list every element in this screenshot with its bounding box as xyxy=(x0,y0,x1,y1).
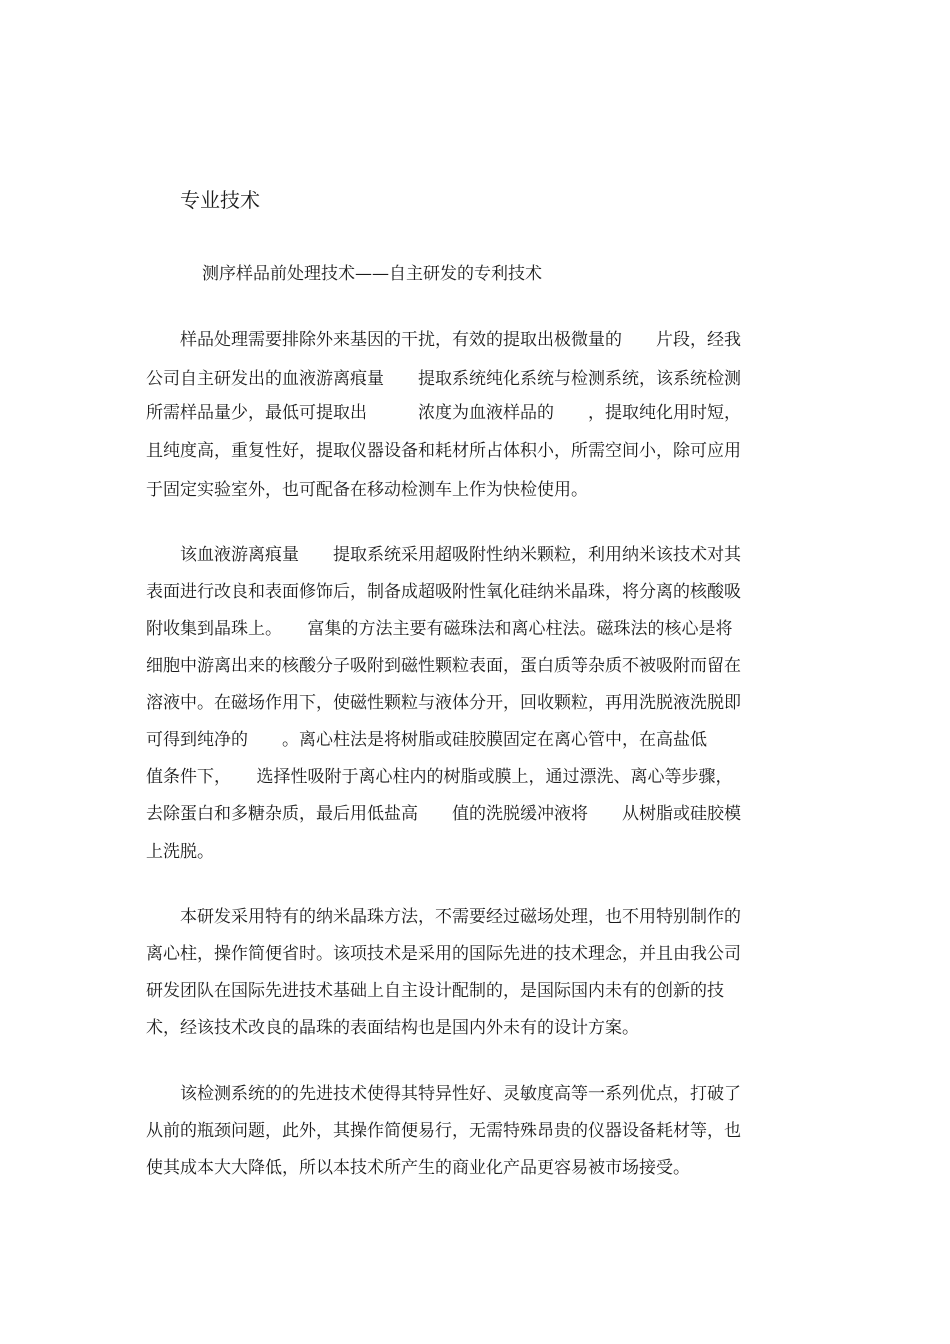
body-text-line: 溶液中。在磁场作用下，使磁性颗粒与液体分开，回收颗粒，再用洗脱液洗脱即 xyxy=(146,693,741,713)
body-text-line: 细胞中游离出来的核酸分子吸附到磁性颗粒表面，蛋白质等杂质不被吸附而留在 xyxy=(146,656,741,676)
body-text-line: 术，经该技术改良的晶珠的表面结构也是国内外未有的设计方案。 xyxy=(146,1018,639,1038)
body-text-line: 该检测系统的的先进技术使得其特异性好、灵敏度高等一系列优点，打破了 xyxy=(146,1084,741,1104)
body-text-line: 使其成本大大降低，所以本技术所产生的商业化产品更容易被市场接受。 xyxy=(146,1158,690,1178)
body-text-line: 于固定实验室外，也可配备在移动检测车上作为快检使用。 xyxy=(146,480,588,500)
body-text-line: 上洗脱。 xyxy=(146,842,214,862)
body-text-line: 样品处理需要排除外来基因的干扰，有效的提取出极微量的 片段，经我 xyxy=(146,330,741,350)
body-text-line: 该血液游离痕量 提取系统采用超吸附性纳米颗粒，利用纳米该技术对其 xyxy=(146,545,741,565)
body-text-line: 附收集到晶珠上。 富集的方法主要有磁珠法和离心柱法。磁珠法的核心是将 xyxy=(146,619,733,639)
body-text-line: 去除蛋白和多糖杂质，最后用低盐高 值的洗脱缓冲液将 从树脂或硅胶模 xyxy=(146,804,741,824)
body-text-line: 公司自主研发出的血液游离痕量 提取系统纯化系统与检测系统，该系统检测 xyxy=(146,369,741,389)
body-text-line: 可得到纯净的 。离心柱法是将树脂或硅胶膜固定在离心管中，在高盐低 xyxy=(146,730,707,750)
section-heading: 专业技术 xyxy=(180,188,260,212)
body-text-line: 表面进行改良和表面修饰后，制备成超吸附性氧化硅纳米晶珠，将分离的核酸吸 xyxy=(146,582,741,602)
section-subheading: 测序样品前处理技术——自主研发的专利技术 xyxy=(202,264,542,284)
body-text-line: 且纯度高，重复性好，提取仪器设备和耗材所占体积小，所需空间小，除可应用 xyxy=(146,441,741,461)
body-text-line: 本研发采用特有的纳米晶珠方法，不需要经过磁场处理，也不用特别制作的 xyxy=(146,907,741,927)
body-text-line: 值条件下， 选择性吸附于离心柱内的树脂或膜上，通过漂洗、离心等步骤， xyxy=(146,767,733,787)
body-text-line: 研发团队在国际先进技术基础上自主设计配制的，是国际国内未有的创新的技 xyxy=(146,981,724,1001)
body-text-line: 所需样品量少，最低可提取出 浓度为血液样品的 ，提取纯化用时短， xyxy=(146,403,741,423)
body-text-line: 离心柱，操作简便省时。该项技术是采用的国际先进的技术理念，并且由我公司 xyxy=(146,944,741,964)
body-text-line: 从前的瓶颈问题，此外，其操作简便易行，无需特殊昂贵的仪器设备耗材等，也 xyxy=(146,1121,741,1141)
